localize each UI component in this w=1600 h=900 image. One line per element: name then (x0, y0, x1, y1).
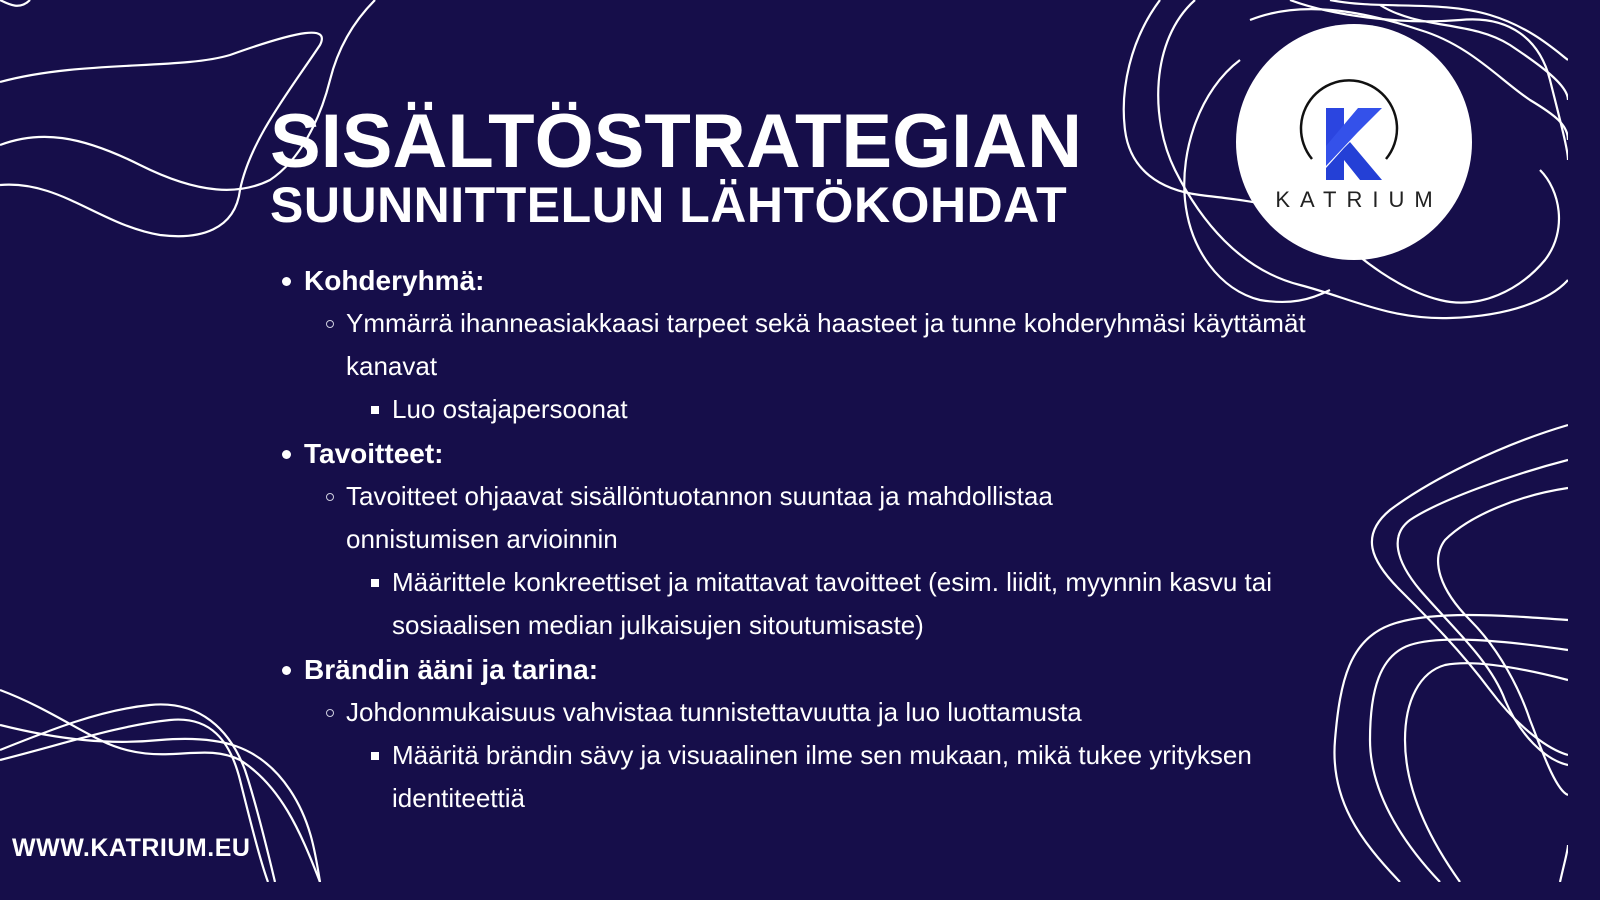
section-heading: Brändin ääni ja tarina: (280, 649, 1340, 691)
katrium-k-logo-icon (1324, 106, 1384, 180)
bullet-list (280, 258, 1340, 820)
list-item: Tavoitteet ohjaavat sisällöntuotannon suuntaa ja mahdollistaa onnistumisen arvioinnin (346, 475, 1196, 561)
section-heading: Tavoitteet: (280, 433, 1340, 475)
list-subitem: Määritä brändin sävy ja visuaalinen ilme sen mukaan, mikä tukee yrityksen identiteettiä (392, 734, 1272, 820)
list-subitem: Luo ostajapersoonat (392, 388, 1340, 431)
logo-wordmark: KATRIUM (1275, 187, 1443, 212)
list-item: Johdonmukaisuus vahvistaa tunnistettavuutta ja luo luottamusta (346, 691, 1340, 734)
slide-title (270, 100, 1082, 232)
title-line-1: SISÄLTÖSTRATEGIAN (270, 99, 1083, 184)
website-url: WWW.KATRIUM.EU (12, 834, 251, 862)
list-subitem: Määrittele konkreettiset ja mitattavat tavoitteet (esim. liidit, myynnin kasvu tai sosiaalisen median julkaisujen sitoutumisaste) (392, 561, 1340, 647)
section-heading: Kohderyhmä: (280, 260, 1340, 302)
list-item: Ymmärrä ihanneasiakkaasi tarpeet sekä haasteet ja tunne kohderyhmäsi käyttämät kanavat (346, 302, 1340, 388)
title-line-2: SUUNNITTELUN LÄHTÖKOHDAT (270, 177, 1068, 233)
katrium-logo (1236, 24, 1472, 260)
